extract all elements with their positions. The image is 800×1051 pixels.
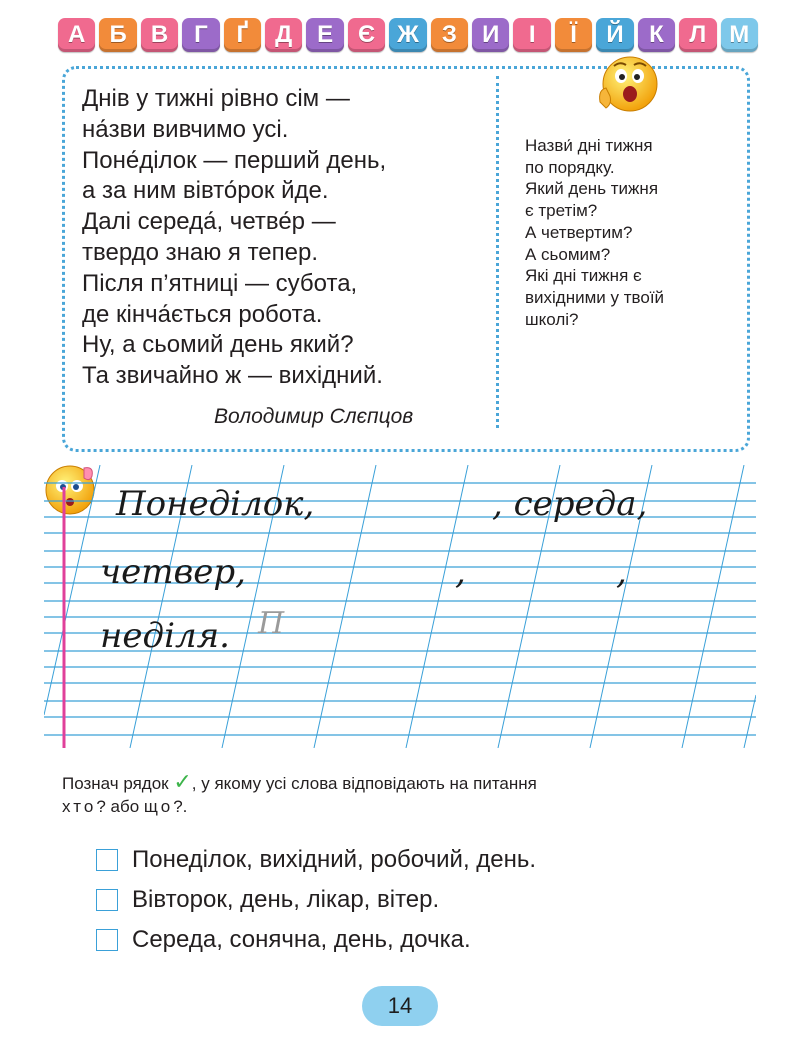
alphabet-tile: И [472, 18, 509, 52]
handwriting-trace-letter: П [258, 606, 285, 641]
handwriting-word: Понеділок, [116, 484, 315, 524]
option-label: Середа, сонячна, день, дочка. [132, 926, 471, 953]
question-line: Який день тижня [525, 179, 659, 199]
alphabet-tile: М [721, 18, 758, 52]
question-line: Які дні тижня є [525, 266, 642, 286]
option-row[interactable] [96, 880, 536, 920]
alphabet-tile: Ж [389, 18, 426, 52]
alphabet-tile: Ґ [224, 18, 261, 52]
handwriting-comma: , [616, 552, 627, 592]
poem-line: Та звичайно ж — вихідний. [82, 362, 383, 390]
alphabet-tile: З [431, 18, 468, 52]
question-line: А сьомим? [525, 244, 611, 264]
alphabet-strip [58, 18, 758, 54]
surprised-emoji-icon [592, 52, 662, 114]
task-keyword: що [143, 797, 174, 816]
poem-author: Володимир Слєпцов [214, 405, 414, 428]
poem [82, 84, 386, 392]
options-list [96, 840, 536, 960]
poem-line: Після п’ятниці — субота, [82, 269, 358, 297]
handwriting-word: , середа, [492, 484, 648, 524]
poem-line: Днів у тижні рівно сім — [82, 85, 350, 112]
poem-line: на́зви вивчимо усі. [82, 115, 289, 143]
task-text: , у якому усі слова відповідають на питання [191, 774, 537, 793]
option-label: Понеділок, вихідний, робочий, день. [132, 846, 537, 873]
poem-divider [496, 76, 499, 428]
alphabet-tile: І [513, 18, 550, 52]
question-line: є третім? [525, 201, 598, 221]
task-text: Познач рядок [62, 774, 169, 793]
alphabet-tile: К [638, 18, 675, 52]
poem-line: Поне́ділок — перший день, [82, 146, 387, 174]
alphabet-tile: В [141, 18, 178, 52]
alphabet-tile: Д [265, 18, 302, 52]
question-line: А четвертим? [525, 222, 633, 242]
alphabet-tile: А [58, 18, 95, 52]
task-text: ?. [173, 797, 188, 816]
poem-line: Ну, а сьомий день який? [82, 331, 354, 359]
questions-block [525, 135, 664, 330]
poem-line: твердо знаю я тепер. [82, 238, 319, 266]
question-line: школі? [525, 309, 579, 329]
option-checkbox[interactable] [96, 849, 118, 871]
alphabet-tile: Л [679, 18, 716, 52]
task-instruction [62, 770, 752, 818]
option-row[interactable] [96, 920, 536, 960]
option-checkbox[interactable] [96, 929, 118, 951]
option-label: Вівторок, день, лікар, вітер. [132, 886, 440, 913]
handwriting-word: четвер, [100, 552, 246, 592]
alphabet-tile: Є [348, 18, 385, 52]
question-line: вихідними у твоїй [525, 287, 665, 307]
alphabet-tile: Б [99, 18, 136, 52]
alphabet-tile: Й [596, 18, 633, 52]
question-line: Назви́ дні тижня [525, 136, 653, 155]
handwriting-word: неділя. [100, 616, 230, 656]
alphabet-tile: Ї [555, 18, 592, 52]
question-line: по порядку. [525, 157, 615, 177]
option-row[interactable] [96, 840, 536, 880]
page-number: 14 [362, 986, 438, 1026]
handwriting-comma: , [455, 552, 466, 592]
option-checkbox[interactable] [96, 889, 118, 911]
checkmark-icon: ✓ [173, 769, 192, 794]
task-keyword: хто [62, 797, 97, 816]
poem-line: а за ним вівто́рок йде. [82, 177, 329, 205]
alphabet-tile: Г [182, 18, 219, 52]
alphabet-tile: Е [306, 18, 343, 52]
poem-line: Далі середа́, четве́р — [82, 208, 336, 236]
poem-line: де кінча́ється робота. [82, 300, 323, 328]
task-text: ? або [96, 797, 140, 816]
